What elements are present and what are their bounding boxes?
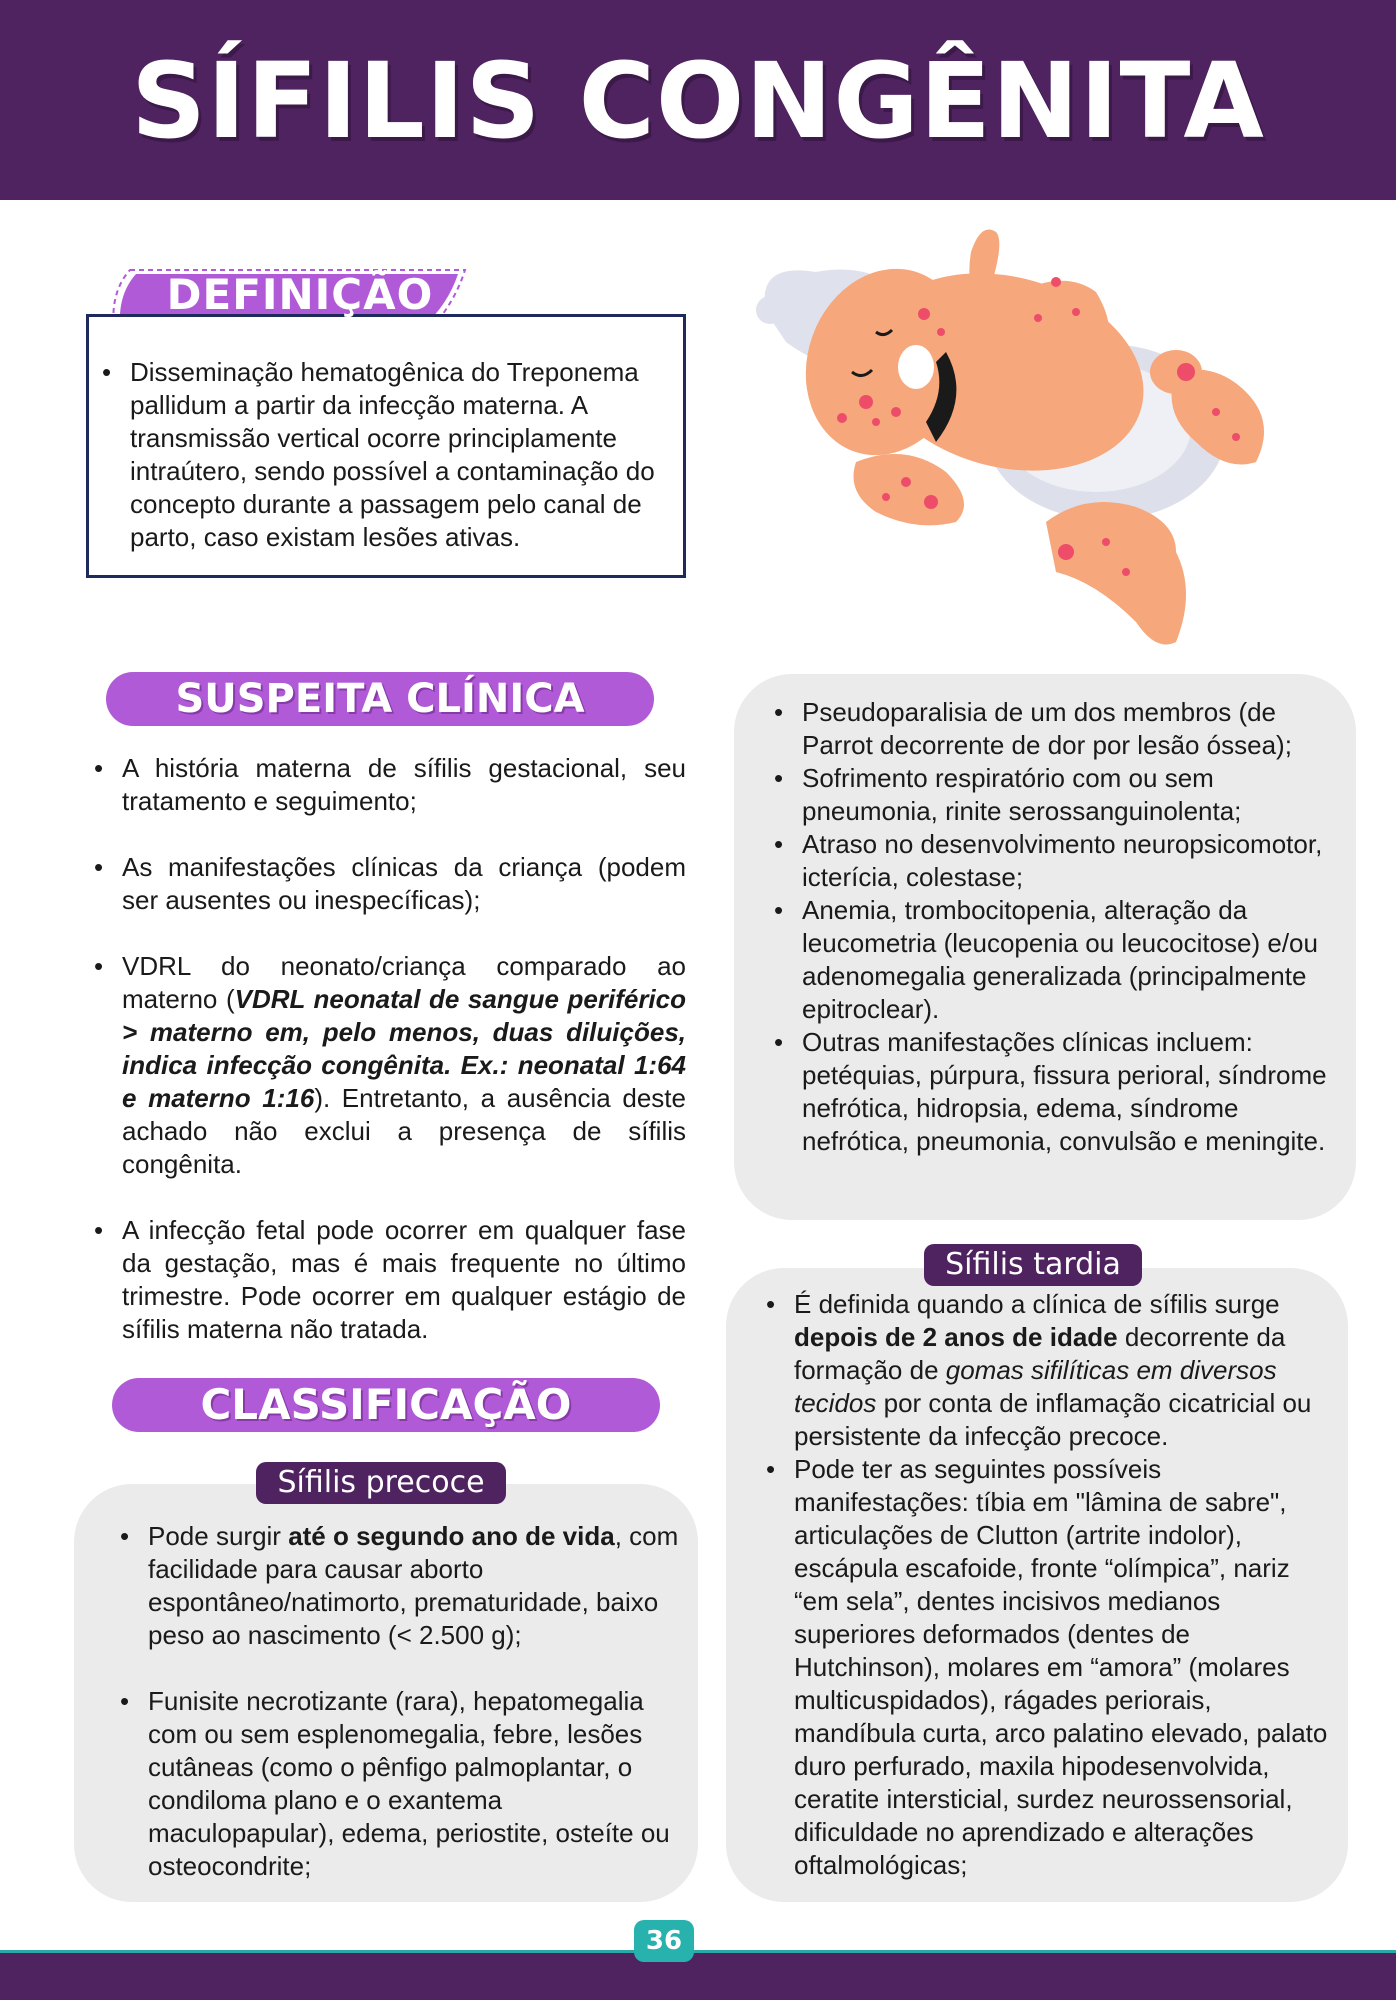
- list-item: • Disseminação hematogênica do Treponema pallidum a partir da infecção materna. A transmissão vertical ocorre principlamente intraútero, sendo possível a contaminação do concepto durante a passagem pelo canal de parto, caso existam lesões ativas.: [100, 356, 690, 554]
- page-number: 36: [634, 1920, 694, 1962]
- manifestacoes-list: [772, 696, 1332, 1158]
- list-item: • As manifestações clínicas da criança (podem ser ausentes ou inespecíficas);: [92, 851, 686, 917]
- classificacao-heading: CLASSIFICAÇÃO: [112, 1378, 660, 1432]
- tardia-text-c: decorrente da formação de: [794, 1322, 1286, 1385]
- suspeita-list: [92, 752, 686, 1346]
- vdrl-text-c: ). Entretanto, a ausência deste achado não exclui a presença de sífilis congênita.: [122, 1083, 686, 1179]
- precoce-text-a: Pode surgir: [148, 1521, 289, 1551]
- list-item: • Atraso no desenvolvimento neuropsicomotor, icterícia, colestase;: [772, 828, 1332, 894]
- list-item: [92, 950, 686, 1181]
- tardia-text-a: É definida quando a clínica de sífilis surge: [794, 1289, 1280, 1319]
- vdrl-text-a: VDRL do neonato/criança comparado ao materno (: [122, 951, 686, 1014]
- list-item: • Pode ter as seguintes possíveis manifestações: tíbia em "lâmina de sabre", articulações de Clutton (artrite indolor), escápula escafoide, fronte “olímpica”, nariz “em sela”, dentes incisivos medianos superiores deformados (dentes de Hutchinson), molares em “amora” (molares multicuspidados), rágades periorais, mandíbula curta, arco palatino elevado, palato duro perfurado, maxila hipodesenvolvida, ceratite intersticial, surdez neurossensorial, dificuldade no aprendizado e alterações oftalmológicas;: [764, 1453, 1336, 1882]
- sifilis-precoce-list: [118, 1520, 684, 1883]
- suspeita-clinica-heading: SUSPEITA CLÍNICA: [106, 672, 654, 726]
- definicao-list: [100, 356, 690, 554]
- vdrl-emphasis: VDRL neonatal de sangue periférico > materno em, pelo menos, duas diluições, indica infecção congênita. Ex.: neonatal 1:64 e materno 1:16: [122, 984, 686, 1113]
- list-item: • A infecção fetal pode ocorrer em qualquer fase da gestação, mas é mais frequente no último trimestre. Pode ocorrer em qualquer estágio de sífilis materna não tratada.: [92, 1214, 686, 1346]
- tardia-emphasis: depois de 2 anos de idade: [794, 1322, 1118, 1352]
- list-item: [118, 1520, 684, 1652]
- list-item: • Pseudoparalisia de um dos membros (de Parrot decorrente de dor por lesão óssea);: [772, 696, 1332, 762]
- list-item: [764, 1288, 1336, 1453]
- page-title: SÍFILIS CONGÊNITA: [131, 40, 1265, 162]
- sifilis-precoce-label: Sífilis precoce: [256, 1462, 506, 1504]
- tardia-text-e: por conta de inflamação cicatricial ou persistente da infecção precoce.: [794, 1388, 1312, 1451]
- baby-with-rash-illustration: [756, 222, 1336, 672]
- sifilis-tardia-label: Sífilis tardia: [924, 1244, 1142, 1286]
- list-item: • Sofrimento respiratório com ou sem pneumonia, rinite serossanguinolenta;: [772, 762, 1332, 828]
- footer-bar: [0, 1950, 1396, 2000]
- tardia-italic: gomas sifilíticas em diversos tecidos: [794, 1355, 1277, 1418]
- precoce-text-c: , com facilidade para causar aborto espontâneo/natimorto, prematuridade, baixo peso ao nascimento (< 2.500 g);: [148, 1521, 679, 1650]
- list-item: • A história materna de sífilis gestacional, seu tratamento e seguimento;: [92, 752, 686, 818]
- list-item: • Funisite necrotizante (rara), hepatomegalia com ou sem esplenomegalia, febre, lesões cutâneas (como o pênfigo palmoplantar, o condiloma plano e o exantema maculopapular), edema, periostite, osteíte ou osteocondrite;: [118, 1685, 684, 1883]
- precoce-emphasis: até o segundo ano de vida: [288, 1521, 615, 1551]
- definicao-heading: DEFINIÇÃO: [166, 270, 434, 319]
- list-item: • Outras manifestações clínicas incluem: petéquias, púrpura, fissura perioral, síndrome nefrótica, hidropsia, edema, síndrome nefrótica, pneumonia, convulsão e meningite.: [772, 1026, 1332, 1158]
- sifilis-tardia-list: [764, 1288, 1336, 1882]
- list-item: • Anemia, trombocitopenia, alteração da leucometria (leucopenia ou leucocitose) e/ou adenomegalia generalizada (principalmente epitroclear).: [772, 894, 1332, 1026]
